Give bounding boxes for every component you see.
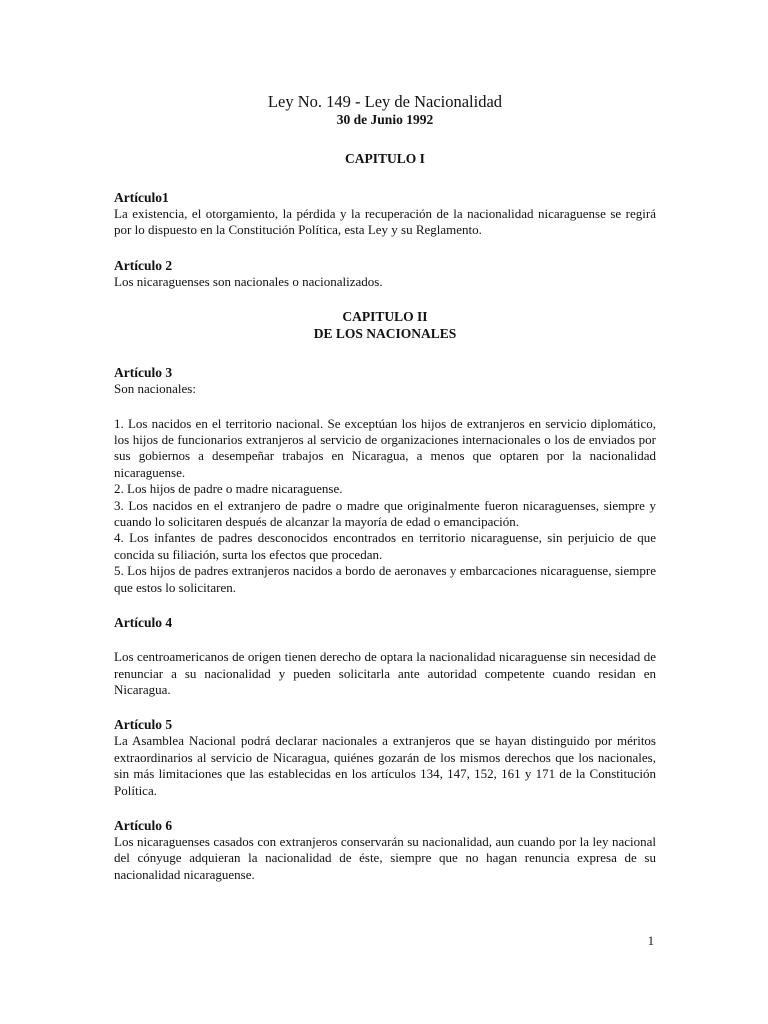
article-3-item-5: 5. Los hijos de padres extranjeros nacidos a bordo de aeronaves y embarcaciones nicaraguense, siempre que estos lo solicitaren.	[114, 563, 656, 595]
chapter-2-heading: CAPITULO II	[342, 309, 428, 325]
article-5-heading: Artículo 5	[114, 717, 173, 733]
document-title: Ley No. 149 - Ley de Nacionalidad	[267, 92, 503, 111]
document-date: 30 de Junio 1992	[336, 112, 434, 127]
article-1-heading: Artículo1	[114, 190, 169, 205]
article-2-heading: Artículo 2	[114, 257, 173, 273]
article-5-text: La Asamblea Nacional podrá declarar nacionales a extranjeros que se hayan distinguido por méritos extraordinarios al servicio de Nicaragua, quiénes gozarán de los mismos derechos que los nacionales, sin más limitaciones que las establecidas en los artículos 134, 147, 152, 161 y 171 de la Constitución Política.	[114, 733, 656, 798]
article-4-heading: Artículo 4	[114, 615, 173, 631]
article-1-text: La existencia, el otorgamiento, la pérdida y la recuperación de la nacionalidad nicaraguense se regirá por lo dispuesto en la Constitución Política, esta Ley y su Reglamento.	[114, 206, 656, 238]
article-6-text: Los nicaraguenses casados con extranjeros conservarán su nacionalidad, aun cuando por la ley nacional del cónyuge adquieran la nacionalidad de éste, siempre que no hagan renuncia expresa de su nacionalidad nicaraguense.	[114, 833, 656, 882]
article-3-intro: Son nacionales:	[114, 381, 196, 397]
article-3-heading: Artículo 3	[114, 365, 173, 381]
chapter-1-heading: CAPITULO I	[345, 151, 425, 166]
article-6-heading: Artículo 6	[114, 817, 173, 833]
chapter-2-subheading: DE LOS NACIONALES	[313, 326, 457, 342]
article-2-text: Los nicaraguenses son nacionales o nacionalizados.	[114, 273, 383, 289]
article-3-item-2: 2. Los hijos de padre o madre nicaraguense.	[114, 481, 343, 497]
article-3-item-1: 1. Los nacidos en el territorio nacional. Se exceptúan los hijos de extranjeros en servicio diplomático, los hijos de funcionarios extranjeros al servicio de organizaciones internacionales o los de enviados por sus gobiernos a desempeñar trabajos en Nicaragua, a menos que optaren por la nacionalidad nicaraguense.	[114, 415, 656, 480]
article-4-text: Los centroamericanos de origen tienen derecho de optara la nacionalidad nicaraguense sin necesidad de renunciar a su nacionalidad y pueden solicitarla ante autoridad competente cuando residan en Nicaragua.	[114, 649, 656, 697]
article-3-item-3: 3. Los nacidos en el extranjero de padre o madre que originalmente fueron nicaraguenses, siempre y cuando lo solicitaren después de alcanzar la mayoría de edad o emancipación.	[114, 497, 656, 530]
page-number: 1	[647, 934, 654, 948]
article-3-item-4: 4. Los infantes de padres desconocidos encontrados en territorio nicaraguense, sin perjuicio de que concida su filiación, surta los efectos que procedan.	[114, 530, 656, 562]
